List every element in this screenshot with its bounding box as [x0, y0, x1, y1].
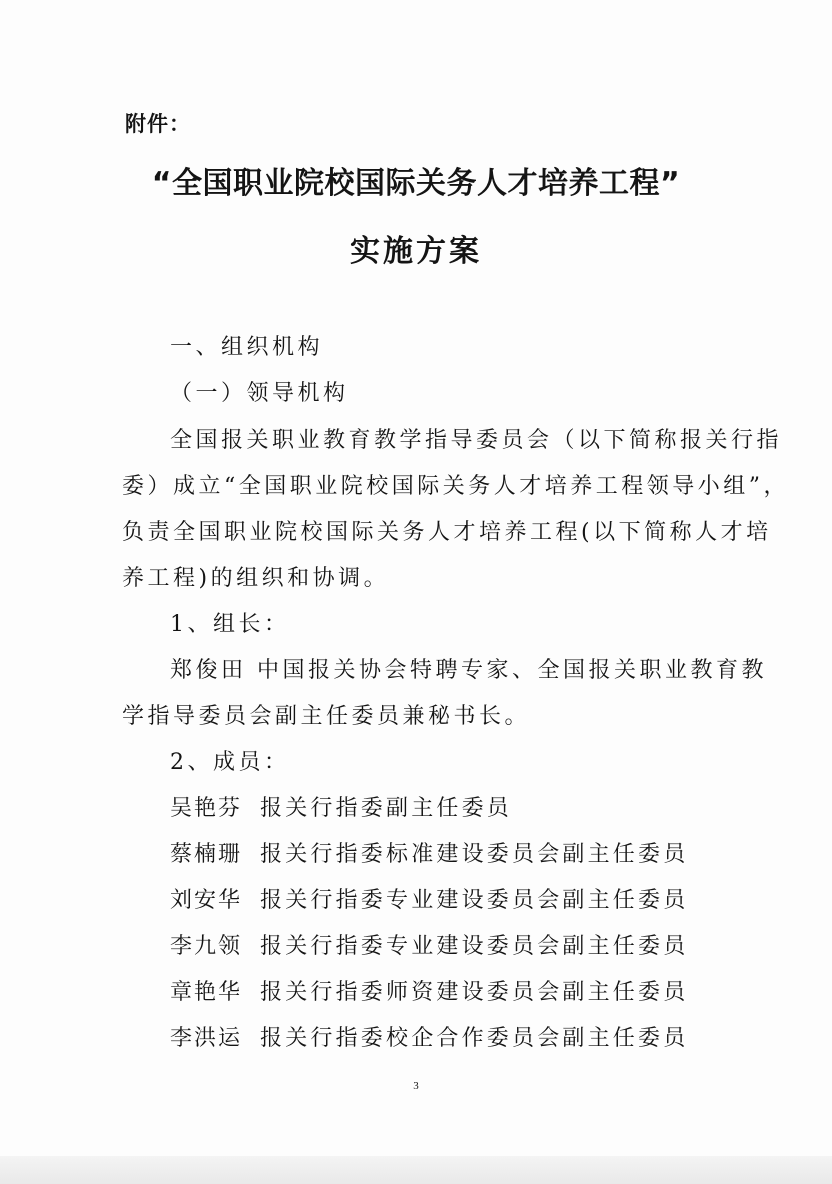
member-name: 李九领	[170, 934, 243, 959]
scan-bottom-edge	[0, 1156, 832, 1184]
member-name: 刘安华	[170, 888, 243, 913]
subsection-heading: （一）领导机构	[170, 381, 349, 406]
member-row	[170, 1021, 688, 1052]
page-number: 3	[413, 1080, 419, 1092]
members-heading: 2、成员：	[170, 750, 290, 775]
member-row	[170, 883, 688, 914]
member-role: 报关行指委专业建设委员会副主任委员	[260, 934, 689, 959]
member-role: 报关行指委专业建设委员会副主任委员	[260, 888, 689, 913]
paragraph-line: 委）成立“全国职业院校国际关务人才培养工程领导小组”，	[122, 474, 789, 499]
member-role: 报关行指委师资建设委员会副主任委员	[260, 980, 689, 1005]
document-title-line1: “全国职业院校国际关务人才培养工程”	[151, 166, 681, 201]
paragraph-line: 养工程)的组织和协调。	[122, 566, 390, 591]
section-heading: 一、组织机构	[170, 335, 324, 360]
member-role: 报关行指委副主任委员	[260, 796, 513, 821]
leader-text-line: 郑俊田 中国报关协会特聘专家、全国报关职业教育教	[170, 658, 767, 683]
member-row	[170, 975, 688, 1006]
member-name: 李洪运	[170, 1026, 243, 1051]
paragraph-line: 全国报关职业教育教学指导委员会（以下简称报关行指	[170, 428, 783, 453]
member-row	[170, 929, 688, 960]
document-title-line2: 实施方案	[350, 234, 482, 269]
member-role: 报关行指委校企合作委员会副主任委员	[260, 1026, 689, 1051]
member-row	[170, 791, 512, 822]
member-name: 章艳华	[170, 980, 243, 1005]
member-role: 报关行指委标准建设委员会副主任委员	[260, 842, 689, 867]
attachment-label: 附件：	[125, 112, 191, 136]
leader-text-line: 学指导委员会副主任委员兼秘书长。	[122, 704, 531, 729]
member-name: 吴艳芬	[170, 796, 243, 821]
paragraph-line: 负责全国职业院校国际关务人才培养工程(以下简称人才培	[122, 520, 772, 545]
member-name: 蔡楠珊	[170, 842, 243, 867]
member-row	[170, 837, 688, 868]
leader-heading: 1、组长：	[170, 612, 290, 637]
